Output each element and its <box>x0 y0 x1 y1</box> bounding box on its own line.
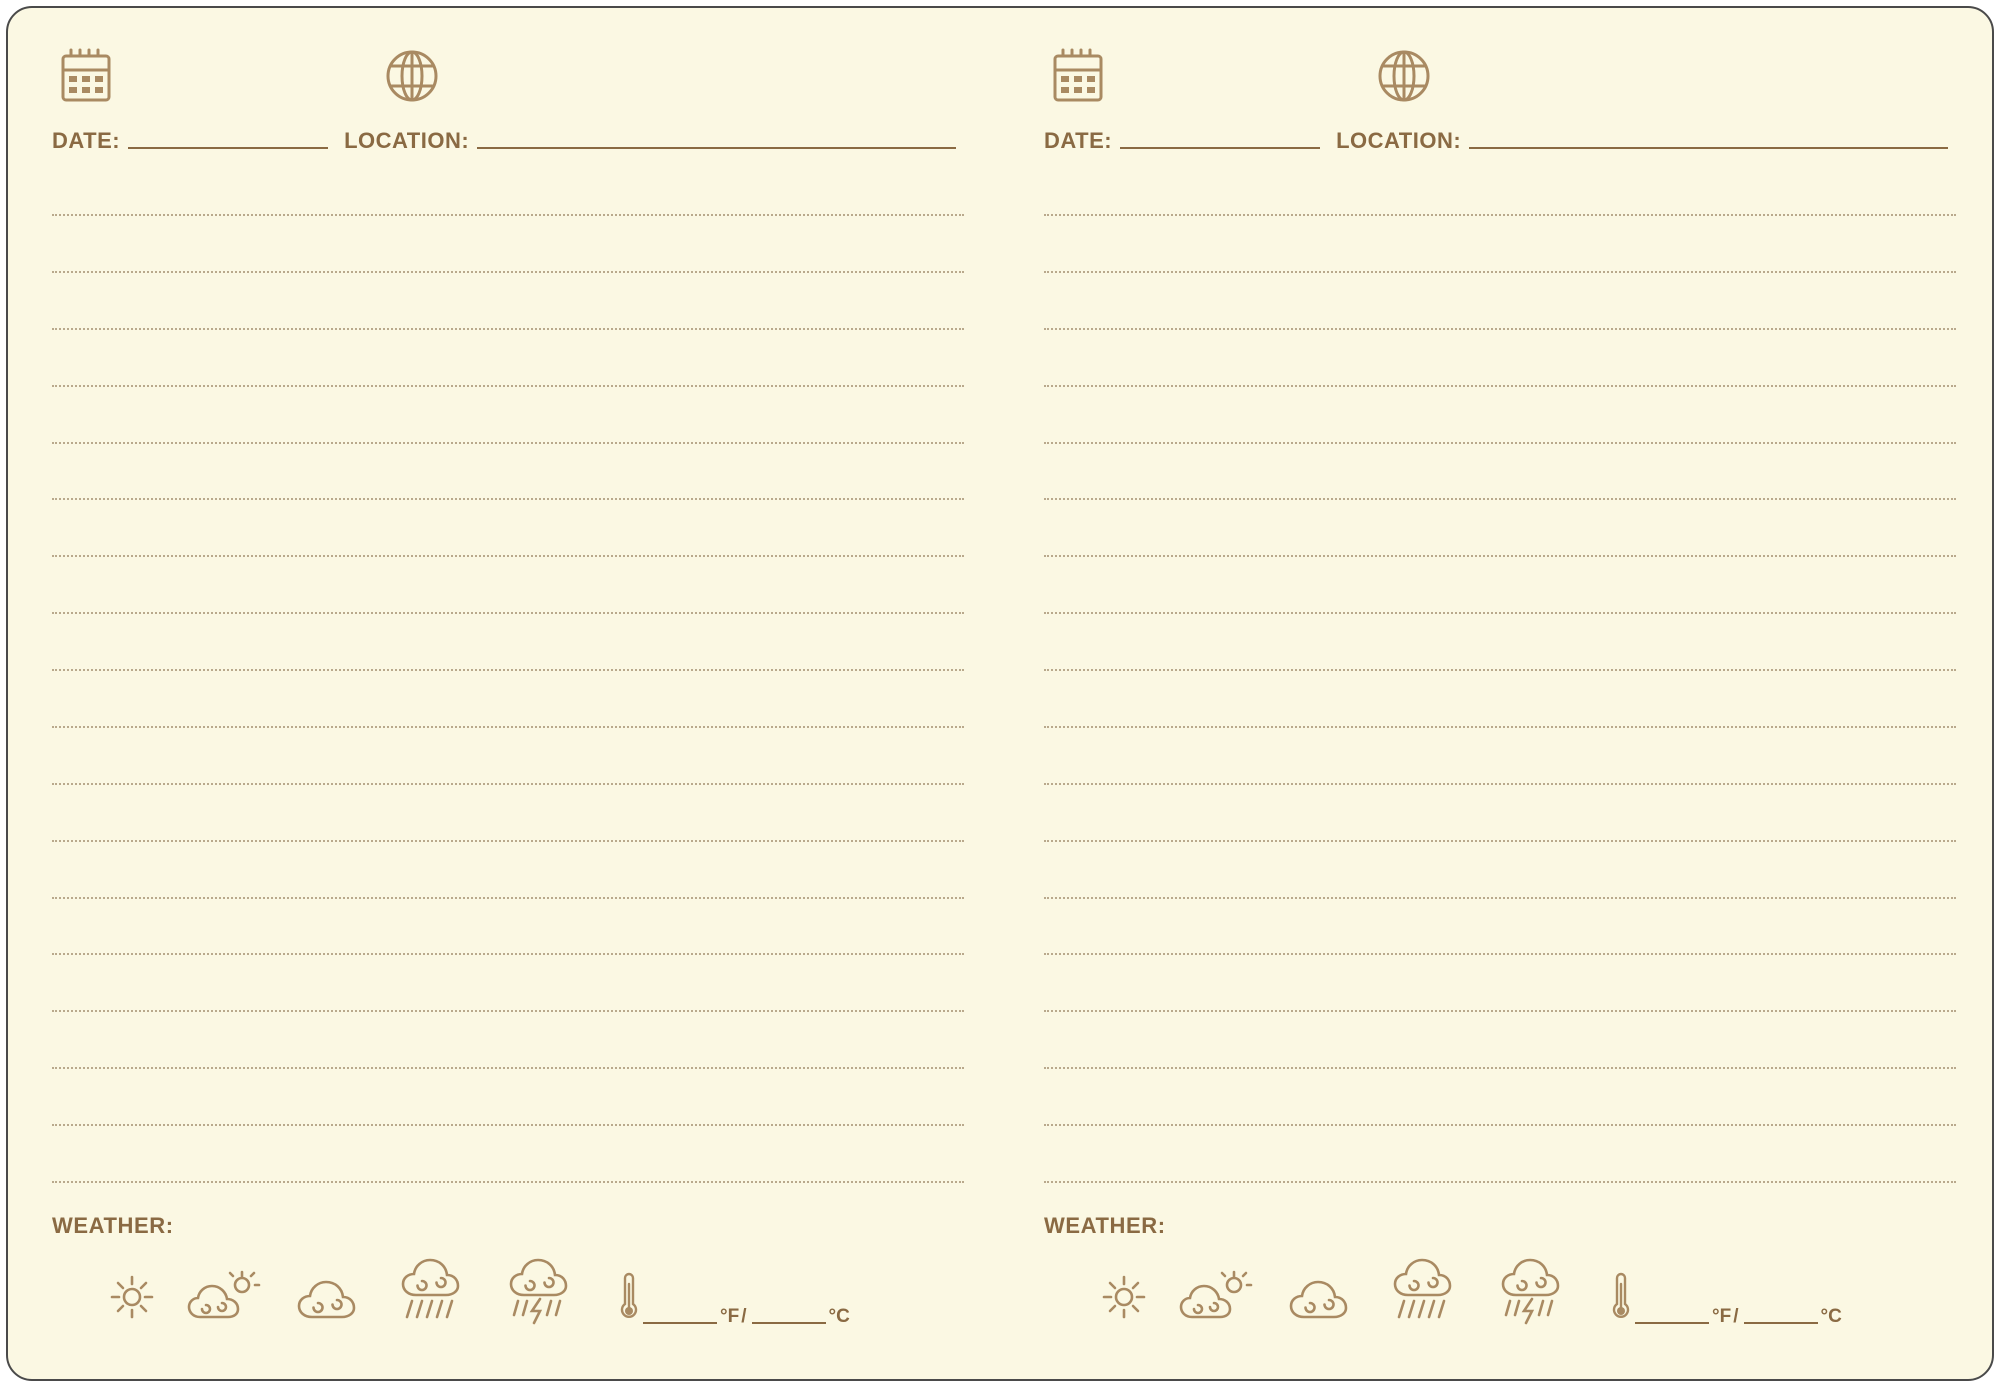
location-input[interactable] <box>1469 147 1948 149</box>
sunny-icon[interactable] <box>104 1269 160 1330</box>
right-date-location-row <box>1044 128 1956 154</box>
temp-separator: / <box>741 1306 747 1327</box>
writing-line[interactable] <box>52 328 964 330</box>
writing-line[interactable] <box>1044 612 1956 614</box>
celsius-input[interactable] <box>1744 1322 1818 1324</box>
writing-line[interactable] <box>1044 498 1956 500</box>
date-input[interactable] <box>1120 147 1320 149</box>
rainy-icon[interactable] <box>1390 1249 1472 1330</box>
writing-line[interactable] <box>1044 669 1956 671</box>
temperature-group <box>618 1268 850 1330</box>
writing-line[interactable] <box>52 840 964 842</box>
rainy-icon[interactable] <box>398 1249 480 1330</box>
temp-separator: / <box>1733 1306 1739 1327</box>
sunny-icon[interactable] <box>1096 1269 1152 1330</box>
writing-line[interactable] <box>1044 555 1956 557</box>
writing-line[interactable] <box>1044 726 1956 728</box>
date-label: DATE: <box>1044 128 1113 153</box>
writing-line[interactable] <box>1044 214 1956 216</box>
weather-label: WEATHER: <box>1044 1213 1166 1238</box>
location-input[interactable] <box>477 147 956 149</box>
writing-line[interactable] <box>52 498 964 500</box>
left-weather-options <box>52 1249 964 1330</box>
globe-icon <box>1374 46 1434 111</box>
writing-line[interactable] <box>52 1067 964 1069</box>
partly-cloudy-icon[interactable] <box>1178 1269 1262 1330</box>
writing-line[interactable] <box>1044 1067 1956 1069</box>
writing-line[interactable] <box>52 669 964 671</box>
fahrenheit-input[interactable] <box>1635 1322 1709 1324</box>
thunderstorm-icon[interactable] <box>506 1249 588 1330</box>
cloudy-icon[interactable] <box>296 1269 372 1330</box>
right-writing-lines <box>1044 214 1956 1183</box>
date-label: DATE: <box>52 128 121 153</box>
writing-line[interactable] <box>52 897 964 899</box>
writing-line[interactable] <box>52 214 964 216</box>
writing-line[interactable] <box>52 385 964 387</box>
writing-line[interactable] <box>52 953 964 955</box>
writing-line[interactable] <box>52 783 964 785</box>
right-page <box>1000 8 1992 1379</box>
writing-line[interactable] <box>1044 897 1956 899</box>
left-page-header <box>52 46 964 166</box>
writing-line[interactable] <box>1044 1010 1956 1012</box>
left-weather-section <box>52 1213 964 1337</box>
writing-line[interactable] <box>52 612 964 614</box>
location-label: LOCATION: <box>344 128 470 153</box>
thermometer-icon <box>618 1268 640 1330</box>
writing-line[interactable] <box>52 555 964 557</box>
writing-line[interactable] <box>1044 328 1956 330</box>
writing-line[interactable] <box>1044 783 1956 785</box>
writing-line[interactable] <box>52 726 964 728</box>
cloudy-icon[interactable] <box>1288 1269 1364 1330</box>
writing-line[interactable] <box>1044 840 1956 842</box>
writing-line[interactable] <box>1044 953 1956 955</box>
celsius-unit: °C <box>828 1306 850 1327</box>
right-weather-section <box>1044 1213 1956 1337</box>
writing-line[interactable] <box>52 271 964 273</box>
celsius-unit: °C <box>1820 1306 1842 1327</box>
fahrenheit-unit: °F <box>1712 1306 1732 1327</box>
right-page-header <box>1044 46 1956 166</box>
right-header-icons <box>1044 46 1956 108</box>
thunderstorm-icon[interactable] <box>1498 1249 1580 1330</box>
journal-spread <box>6 6 1994 1381</box>
left-header-icons <box>52 46 964 108</box>
location-label: LOCATION: <box>1336 128 1462 153</box>
writing-line[interactable] <box>1044 385 1956 387</box>
writing-line[interactable] <box>1044 271 1956 273</box>
writing-line[interactable] <box>52 1124 964 1126</box>
left-page <box>8 8 1000 1379</box>
spread-container <box>8 8 1992 1379</box>
left-date-location-row <box>52 128 964 154</box>
left-writing-lines <box>52 214 964 1183</box>
globe-icon <box>382 46 442 111</box>
writing-line[interactable] <box>52 1010 964 1012</box>
fahrenheit-unit: °F <box>720 1306 740 1327</box>
calendar-icon <box>1050 46 1106 109</box>
fahrenheit-input[interactable] <box>643 1322 717 1324</box>
thermometer-icon <box>1610 1268 1632 1330</box>
right-weather-options <box>1044 1249 1956 1330</box>
writing-line[interactable] <box>52 1181 964 1183</box>
weather-label: WEATHER: <box>52 1213 174 1238</box>
date-input[interactable] <box>128 147 328 149</box>
calendar-icon <box>58 46 114 109</box>
temperature-group <box>1610 1268 1842 1330</box>
writing-line[interactable] <box>52 442 964 444</box>
writing-line[interactable] <box>1044 1124 1956 1126</box>
partly-cloudy-icon[interactable] <box>186 1269 270 1330</box>
writing-line[interactable] <box>1044 1181 1956 1183</box>
writing-line[interactable] <box>1044 442 1956 444</box>
celsius-input[interactable] <box>752 1322 826 1324</box>
